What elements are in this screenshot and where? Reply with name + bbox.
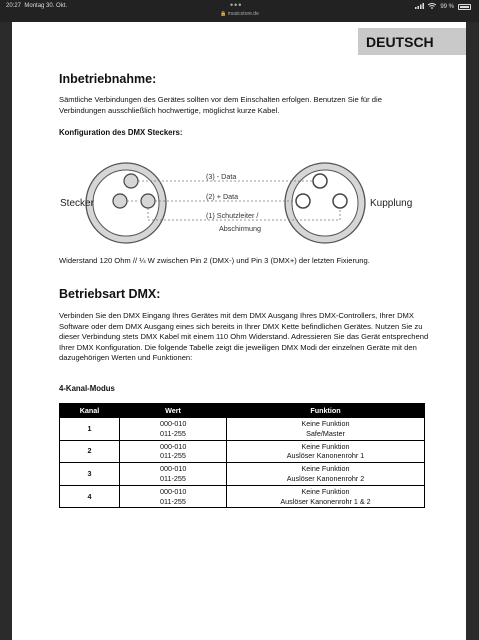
dmx-plug-heading: Konfiguration des DMX Steckers: — [59, 128, 183, 137]
document-page — [12, 22, 466, 640]
dmx-connector-diagram — [60, 155, 420, 255]
table-header-row — [60, 404, 425, 418]
pin3-label: (3) - Data — [206, 172, 237, 181]
wert-cell: 000-010 011-255 — [120, 418, 227, 441]
plug-label: Stecker — [60, 198, 94, 209]
battery-percentage: 99 % — [440, 4, 454, 10]
header-wert: Wert — [120, 404, 227, 418]
status-indicators — [415, 3, 471, 11]
status-time-date: 20:27 Montag 30. Okt. — [6, 3, 68, 9]
url-text: musicstore.de — [227, 11, 259, 17]
wert-cell: 000-010 011-255 — [120, 440, 227, 463]
plug-pin-3 — [124, 174, 138, 188]
pin2-label: (2) + Data — [206, 192, 239, 201]
wifi-icon — [428, 3, 436, 11]
wert-cell: 000-010 011-255 — [120, 485, 227, 508]
coupler-pin-1 — [296, 194, 310, 208]
status-bar — [0, 0, 479, 22]
plug-pin-2 — [113, 194, 127, 208]
signal-icon — [415, 3, 424, 11]
section-text-inbetriebnahme: Sämtliche Verbindungen des Gerätes sollten vor dem Einschalten erfolgen. Benutzen Sie für die Verbindungen ausschließlich hochwertige, möglichst kurze Kabel. — [59, 95, 382, 115]
kanal-cell: 1 — [60, 418, 120, 441]
funktion-cell: Keine Funktion Auslöser Kanonenrohr 2 — [227, 463, 425, 486]
more-dots-icon[interactable]: ••• — [230, 0, 243, 10]
table-row — [60, 485, 425, 508]
table-row — [60, 440, 425, 463]
battery-icon — [458, 4, 471, 10]
mode-heading: 4-Kanal-Modus — [59, 384, 115, 393]
kanal-cell: 3 — [60, 463, 120, 486]
funktion-cell: Keine Funktion Safe/Master — [227, 418, 425, 441]
section-title-inbetriebnahme: Inbetriebnahme: — [59, 72, 157, 86]
table-row — [60, 463, 425, 486]
table-row — [60, 418, 425, 441]
pin1-label-line1: (1) Schutzleiter / — [206, 211, 259, 220]
kanal-cell: 2 — [60, 440, 120, 463]
dmx-channel-table — [59, 403, 425, 508]
resistor-note: Widerstand 120 Ohm // ¼ W zwischen Pin 2 (DMX-) und Pin 3 (DMX+) der letzten Fixierung. — [59, 256, 370, 265]
address-bar[interactable] — [0, 11, 479, 17]
header-kanal: Kanal — [60, 404, 120, 418]
kanal-cell: 4 — [60, 485, 120, 508]
funktion-cell: Keine Funktion Auslöser Kanonenrohr 1 & 2 — [227, 485, 425, 508]
plug-pin-1 — [141, 194, 155, 208]
lock-icon: 🔒 — [220, 11, 227, 17]
funktion-cell: Keine Funktion Auslöser Kanonenrohr 1 — [227, 440, 425, 463]
coupler-label: Kupplung — [370, 198, 413, 209]
coupler-pin-3 — [313, 174, 327, 188]
pin1-label-line2: Abschirmung — [219, 224, 261, 233]
section-title-dmx: Betriebsart DMX: — [59, 287, 161, 301]
section-text-dmx: Verbinden Sie den DMX Eingang Ihres Gerätes mit dem DMX Ausgang Ihres DMX-Controllers, Ihrer DMX Software oder dem DMX Ausgang eines sich bereits in Ihrer DMX Kette befindlichen Gerätes. Nutzen Sie zu dieser Verbindung stets DMX Kabel mit einem 110 Ohm Widerstand. Adressieren Sie das Gerät entsprechend Ihrer DMX Konfiguration. Die folgende Tabelle zeigt die jeweiligen DMX Modi der einzelnen Geräte mit den dazugehörigen Werten und Funktionen: — [59, 311, 429, 362]
wert-cell: 000-010 011-255 — [120, 463, 227, 486]
coupler-pin-2 — [333, 194, 347, 208]
header-funktion: Funktion — [227, 404, 425, 418]
language-tab: DEUTSCH — [358, 28, 466, 55]
